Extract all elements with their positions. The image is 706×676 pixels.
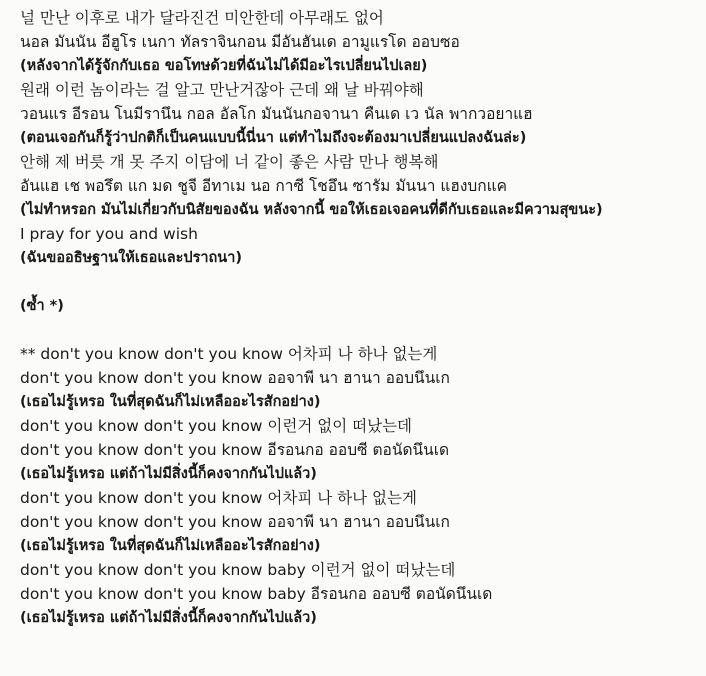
- lyric-line: don't you know don't you know baby 이런거 없이 떠났는데: [20, 561, 456, 579]
- lyric-line: don't you know don't you know baby อีรอนกอ ออบซี ตอนัดนึนเด: [20, 585, 493, 603]
- lyric-line: 원래 이런 놈이라는 걸 알고 만난거잖아 근데 왜 날 바꿔야해: [20, 81, 424, 99]
- lyric-line: อันแฮ เช พอรึต แก มด ชูจี อีทาเม นอ กาซี โชอึน ซารัม มันนา แฮงบกแค: [20, 177, 507, 195]
- translation-line: (เธอไม่รู้เหรอ แต่ถ้าไม่มีสิ่งนี้ก็คงจากกันไปแล้ว): [20, 610, 317, 626]
- translation-line: (ไม่ทำหรอก มันไม่เกี่ยวกับนิสัยของฉัน หลังจากนี้ ขอให้เธอเจอคนที่ดีกับเธอและมีความสุขนะ): [20, 202, 603, 218]
- blank-line: [20, 270, 706, 294]
- translation-line: (หลังจากได้รู้จักกับเธอ ขอโทษด้วยที่ฉันไม่ได้มีอะไรเปลี่ยนไปเลย): [20, 58, 428, 74]
- translation-line: (เธอไม่รู้เหรอ ในที่สุดฉันก็ไม่เหลืออะไรสักอย่าง): [20, 538, 321, 554]
- lyric-line: don't you know don't you know 이런거 없이 떠났는데: [20, 417, 413, 435]
- lyric-line: don't you know don't you know 어차피 나 하나 없는게: [20, 489, 417, 507]
- translation-line: (เธอไม่รู้เหรอ แต่ถ้าไม่มีสิ่งนี้ก็คงจากกันไปแล้ว): [20, 466, 317, 482]
- lyric-line: 널 만난 이후로 내가 달라진건 미안한데 아무래도 없어: [20, 9, 384, 27]
- blank-line: [20, 318, 706, 342]
- translation-line: (ซ้ำ *): [20, 298, 64, 314]
- lyric-line: I pray for you and wish: [20, 225, 198, 243]
- translation-line: (ฉันขออธิษฐานให้เธอและปราถนา): [20, 250, 242, 266]
- lyric-line: ** don't you know don't you know 어차피 나 하나 없는게: [20, 345, 438, 363]
- translation-line: (ตอนเจอกันก็รู้ว่าปกติก็เป็นคนแบบนี้นี่นา แต่ทำไมถึงจะต้องมาเปลี่ยนแปลงฉันล่ะ): [20, 130, 527, 146]
- lyric-line: นอล มันนัน อีฮูโร เนกา ทัลราจินกอน มีอันฮันเด อามูแรโด ออบซอ: [20, 33, 460, 51]
- lyric-line: don't you know don't you know อีรอนกอ ออบซี ตอนัดนึนเด: [20, 441, 450, 459]
- translation-line: (เธอไม่รู้เหรอ ในที่สุดฉันก็ไม่เหลืออะไรสักอย่าง): [20, 394, 321, 410]
- lyric-line: don't you know don't you know ออจาพี นา ฮานา ออบนึนเก: [20, 369, 450, 387]
- lyric-line: วอนแร อีรอน โนมีรานึน กอล อัลโก มันนันกอจานา คืนเด เว นัล พากวอยาแฮ: [20, 105, 533, 123]
- lyric-line: don't you know don't you know ออจาพี นา ฮานา ออบนึนเก: [20, 513, 450, 531]
- lyric-line: 안해 제 버릇 개 못 주지 이담에 너 같이 좋은 사람 만나 행복해: [20, 153, 439, 171]
